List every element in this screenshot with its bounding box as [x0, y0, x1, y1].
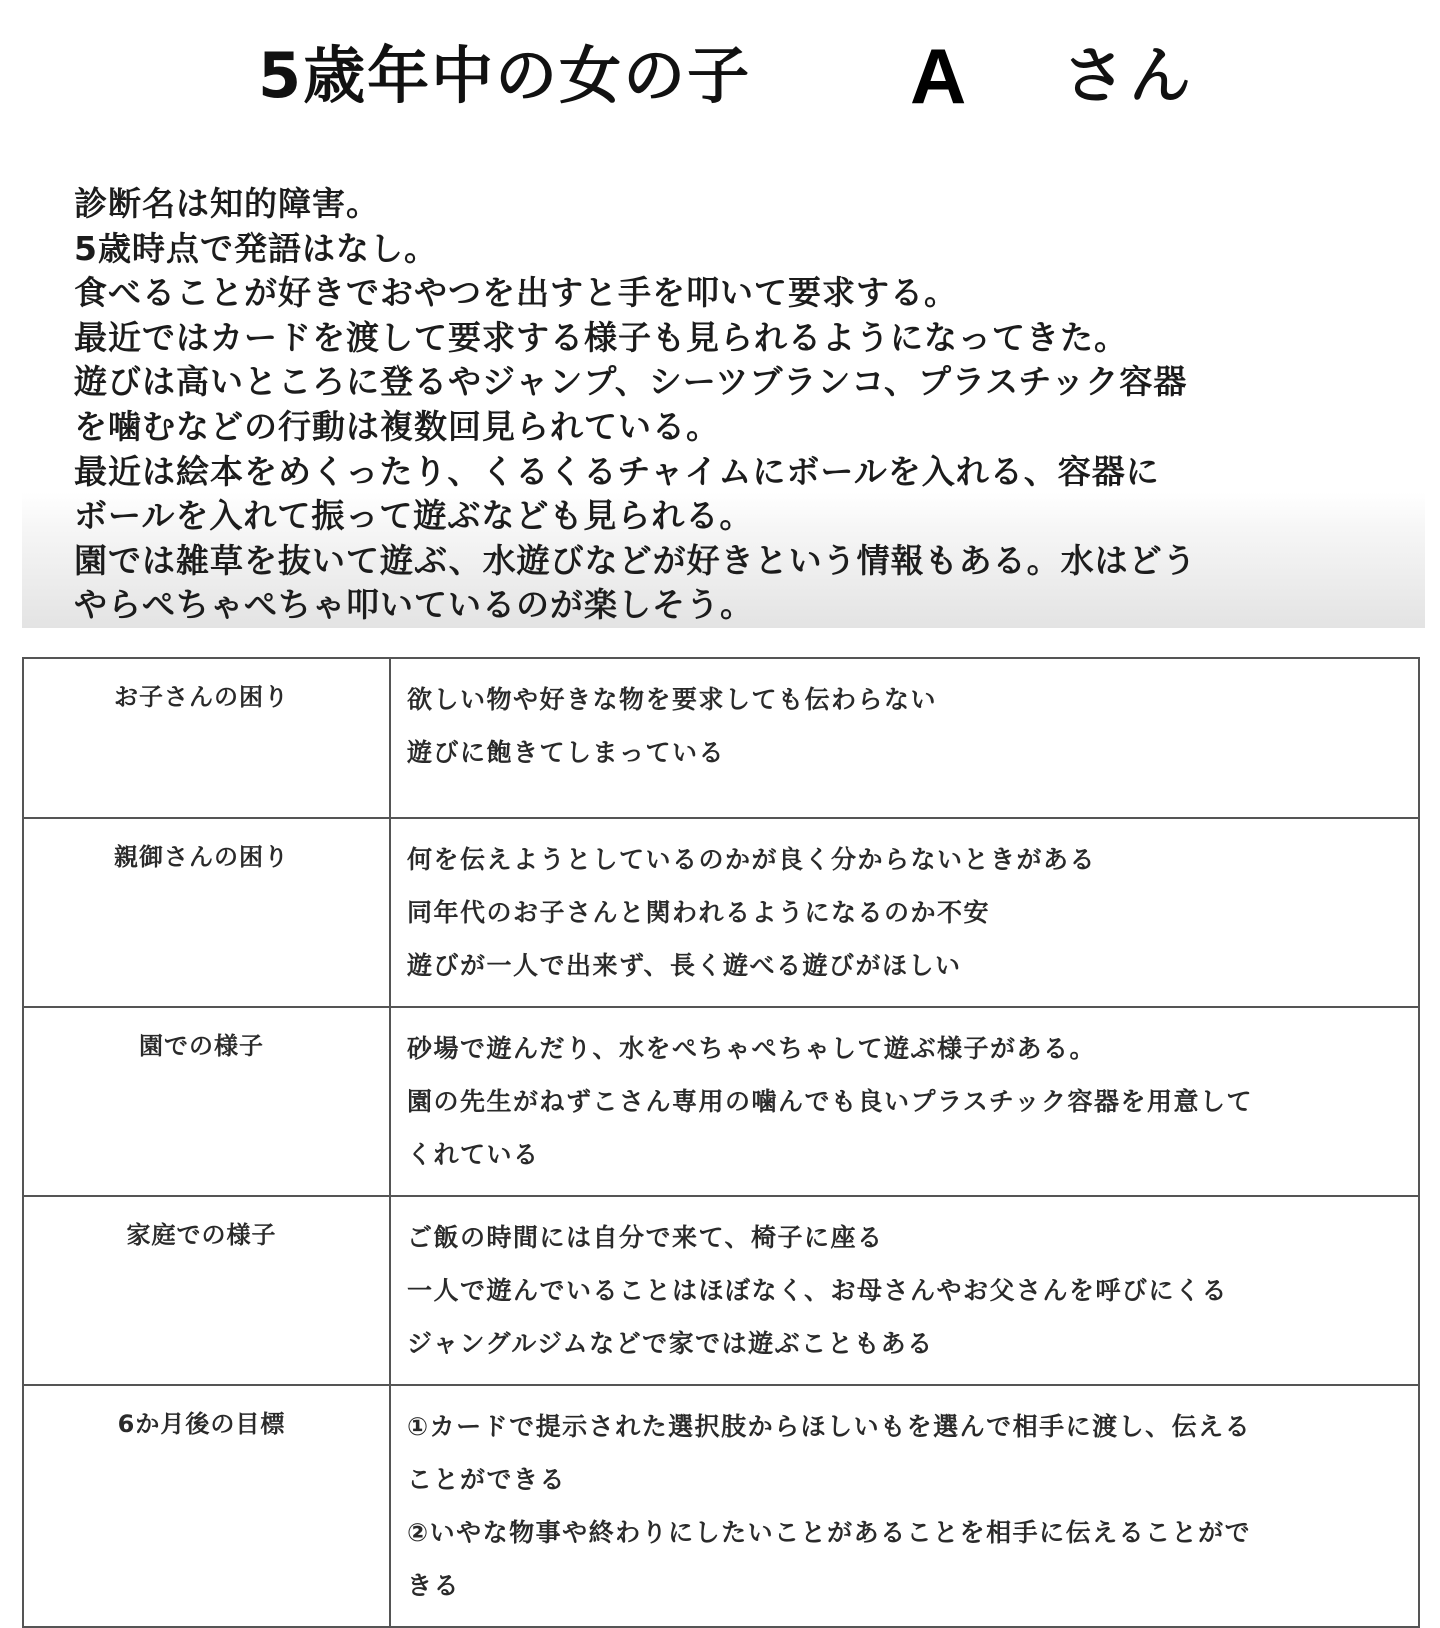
row-label: 親御さんの困り [114, 843, 289, 871]
summary-line: 食べることが好きでおやつを出すと手を叩いて要求する。 [74, 273, 958, 313]
row-label: 園での様子 [139, 1032, 264, 1060]
row-content-cell [390, 1196, 1419, 1385]
summary-lines [74, 182, 1197, 628]
info-table [22, 657, 1420, 1628]
table-row-child-difficulties [23, 658, 1419, 818]
row-content-line: 一人で遊んでいることはほぼなく、お母さんやお父さんを呼びにくる [407, 1276, 1229, 1305]
row-content-line: 砂場で遊んだり、水をぺちゃぺちゃして遊ぶ様子がある。 [407, 1034, 1097, 1063]
row-content-cell [390, 658, 1419, 818]
summary-line: 遊びは高いところに登るやジャンプ、シーツブランコ、プラスチック容器 [74, 362, 1188, 402]
title-prefix: 5歳年中の女の子 [258, 39, 752, 112]
row-label-cell [23, 1007, 390, 1196]
summary-line: を噛むなどの行動は複数回見られている。 [74, 406, 720, 446]
summary-line: 最近ではカードを渡して要求する様子も見られるようになってきた。 [74, 317, 1128, 357]
row-content-line: くれている [407, 1140, 540, 1169]
row-content-line: ことができる [407, 1465, 567, 1494]
row-label-cell [23, 1385, 390, 1627]
title-suffix: さん [1063, 39, 1196, 112]
row-label-cell [23, 658, 390, 818]
row-content-cell [390, 1007, 1419, 1196]
row-content-line: ②いやな物事や終わりにしたいことがあることを相手に伝えることがで [407, 1518, 1252, 1547]
row-label-cell [23, 1196, 390, 1385]
row-content-line: ご飯の時間には自分で来て、椅子に座る [407, 1223, 884, 1252]
row-content-line: 園の先生がねずこさん専用の噛んでも良いプラスチック容器を用意して [407, 1087, 1254, 1116]
row-content-line: 遊びに飽きてしまっている [407, 738, 726, 767]
row-label: 家庭での様子 [126, 1221, 277, 1249]
row-content-cell [390, 1385, 1419, 1627]
row-content-line: 同年代のお子さんと関われるようになるのか不安 [407, 898, 991, 927]
summary-line: 診断名は知的障害。 [74, 184, 380, 223]
summary-line: 5歳時点で発語はなし。 [74, 228, 438, 268]
table-row-six-month-goals [23, 1385, 1419, 1627]
table-row-parent-difficulties [23, 818, 1419, 1007]
table-row-home [23, 1196, 1419, 1385]
summary-line: やらぺちゃぺちゃ叩いているのが楽しそう。 [74, 585, 754, 625]
row-content-line: きる [407, 1571, 461, 1600]
row-content-cell [390, 818, 1419, 1007]
row-content-line: 何を伝えようとしているのかが良く分からないときがある [407, 845, 1097, 874]
page-title [0, 26, 1440, 126]
summary-line: ボールを入れて振って遊ぶなども見られる。 [74, 496, 754, 536]
row-content-line: 欲しい物や好きな物を要求しても伝わらない [407, 685, 938, 714]
summary-line: 最近は絵本をめくったり、くるくるチャイムにボールを入れる、容器に [74, 451, 1160, 491]
row-label-cell [23, 818, 390, 1007]
table-row-kindergarten [23, 1007, 1419, 1196]
row-label: 6か月後の目標 [117, 1410, 286, 1438]
row-content-line: ジャングルジムなどで家では遊ぶこともある [407, 1329, 934, 1358]
title-name-letter: A [910, 32, 967, 120]
summary-line: 園では雑草を抜いて遊ぶ、水遊びなどが好きという情報もある。水はどう [74, 540, 1197, 580]
case-summary [22, 176, 1425, 628]
row-label: お子さんの困り [114, 683, 289, 711]
row-content-line: ①カードで提示された選択肢からほしいもを選んで相手に渡し、伝える [407, 1412, 1252, 1441]
row-content-line: 遊びが一人で出来ず、長く遊べる遊びがほしい [407, 951, 962, 980]
